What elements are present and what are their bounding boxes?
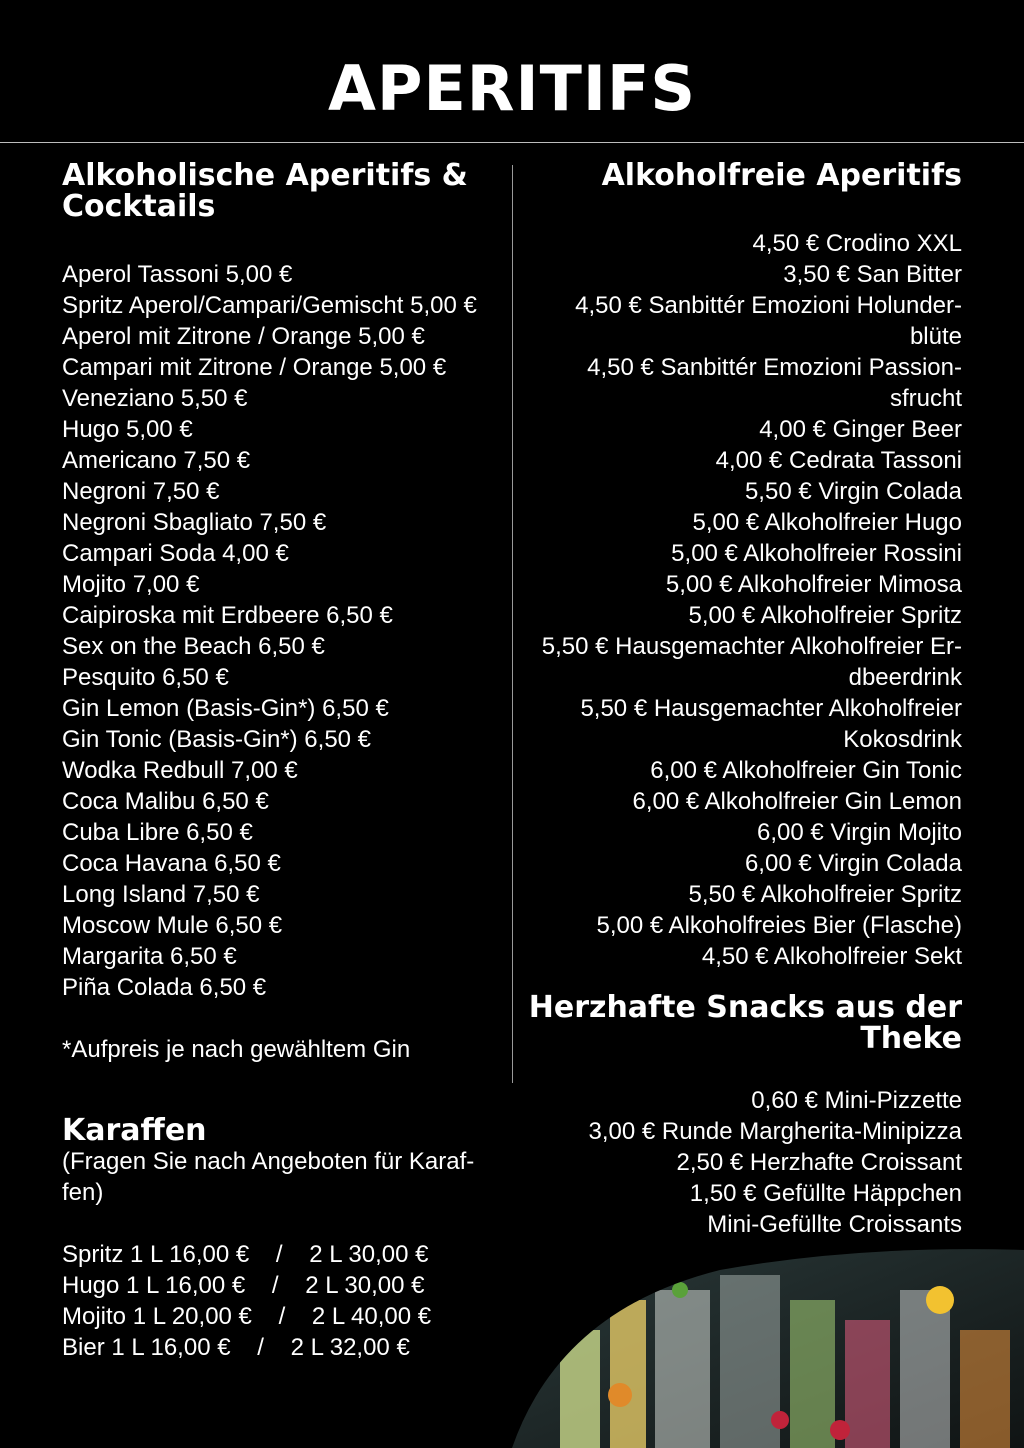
alcoholic-menu-item: Piña Colada 6,50 € (62, 974, 267, 1001)
nonalcoholic-menu-line: 5,00 € Alkoholfreier Spritz (688, 602, 962, 629)
nonalcoholic-menu-line: 5,50 € Virgin Colada (744, 478, 962, 505)
alcoholic-menu-item: Aperol Tassoni 5,00 € (62, 261, 293, 288)
nonalcoholic-menu-line: blüte (909, 323, 962, 350)
alcoholic-heading-line2: Cocktails (62, 189, 216, 224)
alcoholic-menu-item: Campari mit Zitrone / Orange 5,00 € (62, 354, 447, 381)
karaffen-note-line2: fen) (62, 1179, 104, 1206)
nonalcoholic-menu-line: sfrucht (889, 385, 962, 412)
snack-menu-line: 1,50 € Gefüllte Häppchen (689, 1180, 962, 1207)
nonalcoholic-menu-line: 4,50 € Sanbittér Emozioni Passion- (587, 354, 962, 381)
nonalcoholic-menu-line: 6,00 € Alkoholfreier Gin Lemon (632, 788, 962, 815)
alcoholic-menu-item: Americano 7,50 € (62, 447, 251, 474)
alcoholic-menu-item: Negroni Sbagliato 7,50 € (62, 509, 327, 536)
snack-menu-line: 2,50 € Herzhafte Croissant (676, 1149, 962, 1176)
alcoholic-menu-item: Negroni 7,50 € (62, 478, 220, 505)
alcoholic-menu-item: Caipiroska mit Erdbeere 6,50 € (62, 602, 393, 629)
gin-footnote: *Aufpreis je nach gewähltem Gin (62, 1036, 411, 1063)
karaffen-menu-item: Mojito 1 L 20,00 € / 2 L 40,00 € (62, 1303, 432, 1330)
nonalcoholic-menu-line: 4,00 € Ginger Beer (759, 416, 962, 443)
nonalcoholic-heading: Alkoholfreie Aperitifs (601, 158, 962, 193)
alcoholic-menu-item: Cuba Libre 6,50 € (62, 819, 253, 846)
nonalcoholic-menu-line: 5,00 € Alkoholfreies Bier (Flasche) (596, 912, 962, 939)
nonalcoholic-menu-line: 4,50 € Crodino XXL (752, 230, 962, 257)
alcoholic-menu-item: Gin Tonic (Basis-Gin*) 6,50 € (62, 726, 372, 753)
nonalcoholic-menu-line: 4,50 € Alkoholfreier Sekt (701, 943, 962, 970)
snacks-heading-line2: Theke (860, 1021, 962, 1056)
alcoholic-menu-item: Moscow Mule 6,50 € (62, 912, 283, 939)
snacks-heading-line1: Herzhafte Snacks aus der (528, 990, 962, 1025)
alcoholic-menu-item: Pesquito 6,50 € (62, 664, 229, 691)
alcoholic-menu-item: Campari Soda 4,00 € (62, 540, 289, 567)
karaffen-note-line1: (Fragen Sie nach Angeboten für Karaf- (62, 1148, 475, 1175)
alcoholic-menu-item: Spritz Aperol/Campari/Gemischt 5,00 € (62, 292, 477, 319)
alcoholic-menu-item: Mojito 7,00 € (62, 571, 200, 598)
alcoholic-menu-item: Aperol mit Zitrone / Orange 5,00 € (62, 323, 425, 350)
snack-menu-line: 0,60 € Mini-Pizzette (751, 1087, 962, 1114)
nonalcoholic-menu-line: 4,50 € Sanbittér Emozioni Holunder- (575, 292, 962, 319)
snack-menu-line: Mini-Gefüllte Croissants (707, 1211, 962, 1238)
alcoholic-menu-item: Hugo 5,00 € (62, 416, 193, 443)
nonalcoholic-menu-line: 5,00 € Alkoholfreier Rossini (671, 540, 962, 567)
karaffen-menu-item: Bier 1 L 16,00 € / 2 L 32,00 € (62, 1334, 410, 1361)
nonalcoholic-menu-line: 5,00 € Alkoholfreier Mimosa (665, 571, 962, 598)
nonalcoholic-menu-line: 3,50 € San Bitter (783, 261, 962, 288)
nonalcoholic-menu-line: 6,00 € Alkoholfreier Gin Tonic (650, 757, 962, 784)
alcoholic-menu-item: Wodka Redbull 7,00 € (62, 757, 298, 784)
nonalcoholic-menu-line: 4,00 € Cedrata Tassoni (715, 447, 962, 474)
alcoholic-menu-item: Coca Havana 6,50 € (62, 850, 281, 877)
nonalcoholic-menu-line: 5,50 € Alkoholfreier Spritz (688, 881, 962, 908)
nonalcoholic-menu-line: Kokosdrink (843, 726, 962, 753)
nonalcoholic-menu-line: 6,00 € Virgin Colada (744, 850, 962, 877)
alcoholic-menu-item: Gin Lemon (Basis-Gin*) 6,50 € (62, 695, 389, 722)
karaffen-menu-item: Spritz 1 L 16,00 € / 2 L 30,00 € (62, 1241, 429, 1268)
nonalcoholic-menu-line: 6,00 € Virgin Mojito (756, 819, 962, 846)
alcoholic-menu-item: Long Island 7,50 € (62, 881, 260, 908)
nonalcoholic-menu-line: 5,50 € Hausgemachter Alkoholfreier Er- (541, 633, 962, 660)
karaffen-heading: Karaffen (62, 1113, 207, 1148)
alcoholic-menu-item: Sex on the Beach 6,50 € (62, 633, 325, 660)
alcoholic-menu-item: Coca Malibu 6,50 € (62, 788, 269, 815)
karaffen-menu-item: Hugo 1 L 16,00 € / 2 L 30,00 € (62, 1272, 425, 1299)
nonalcoholic-menu-line: 5,50 € Hausgemachter Alkoholfreier (580, 695, 962, 722)
page-title: APERITIFS (328, 52, 696, 125)
alcoholic-heading-line1: Alkoholische Aperitifs & (62, 158, 468, 193)
nonalcoholic-menu-line: 5,00 € Alkoholfreier Hugo (692, 509, 962, 536)
alcoholic-menu-item: Margarita 6,50 € (62, 943, 237, 970)
alcoholic-menu-item: Veneziano 5,50 € (62, 385, 248, 412)
nonalcoholic-menu-line: dbeerdrink (848, 664, 962, 691)
snack-menu-line: 3,00 € Runde Margherita-Minipizza (588, 1118, 962, 1145)
